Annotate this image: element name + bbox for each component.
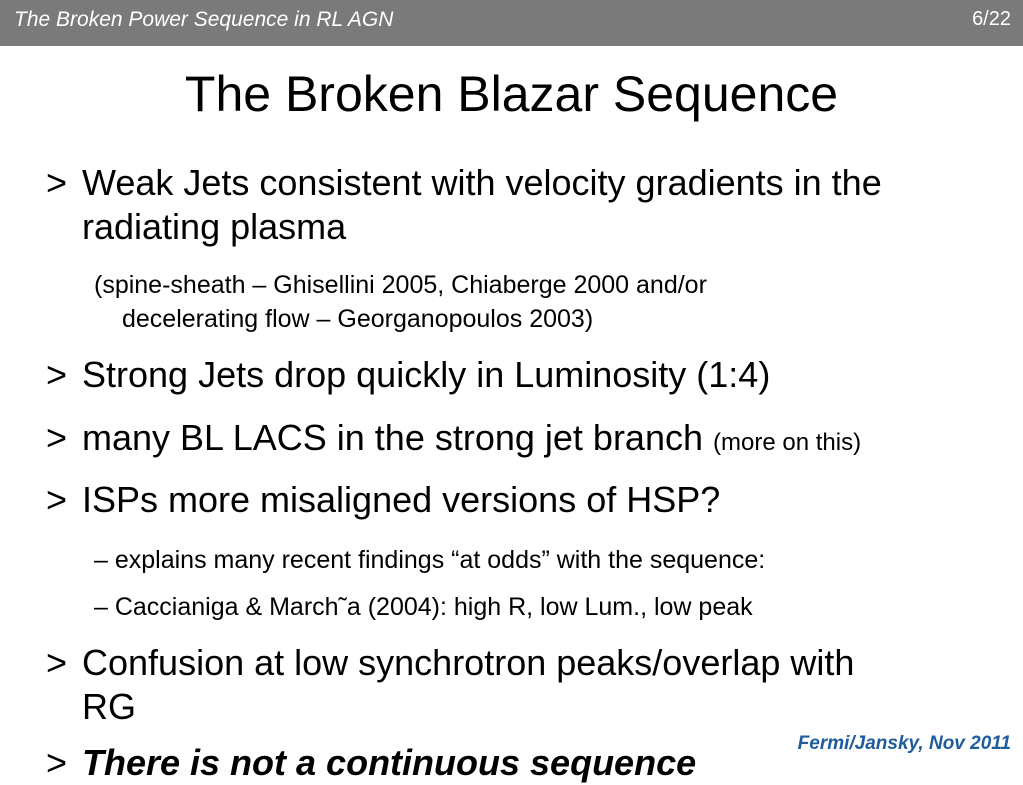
sub-bullet-caccianiga: – Caccianiga & March˜a (2004): high R, low Lum., low peak	[94, 593, 753, 621]
page-number: 6/22	[972, 8, 1011, 30]
bullet-marker: >	[46, 642, 68, 683]
header-bar	[0, 0, 1023, 46]
bullet-text-line2: RG	[82, 686, 136, 727]
bullet-marker: >	[46, 162, 68, 203]
bullet-main-text: many BL LACS in the strong jet branch	[82, 417, 703, 458]
footer-credit: Fermi/Jansky, Nov 2011	[797, 733, 1011, 754]
bullet-text: There is not a continuous sequence	[82, 742, 697, 783]
bullet-text: Strong Jets drop quickly in Luminosity (1:4)	[82, 354, 771, 395]
bullet-marker: >	[46, 479, 68, 520]
bullet-text	[82, 416, 861, 465]
presentation-title: The Broken Power Sequence in RL AGN	[14, 8, 394, 31]
bullet-text-line1: Weak Jets consistent with velocity gradients in the	[82, 162, 882, 203]
bullet-marker: >	[46, 742, 68, 783]
citation-note-line2: decelerating flow – Georganopoulos 2003)	[122, 305, 594, 333]
sub-bullet-findings: – explains many recent findings “at odds” with the sequence:	[94, 546, 766, 574]
citation-note-line1: (spine-sheath – Ghisellini 2005, Chiaberge 2000 and/or	[94, 271, 707, 299]
bullet-marker: >	[46, 417, 68, 458]
bullet-text-line2: radiating plasma	[82, 206, 347, 247]
bullet-text-line1: Confusion at low synchrotron peaks/overlap with	[82, 642, 855, 683]
bullet-text: ISPs more misaligned versions of HSP?	[82, 479, 721, 520]
bullet-marker: >	[46, 354, 68, 395]
bullet-aside-text: (more on this)	[713, 429, 862, 456]
slide-title: The Broken Blazar Sequence	[184, 66, 839, 122]
